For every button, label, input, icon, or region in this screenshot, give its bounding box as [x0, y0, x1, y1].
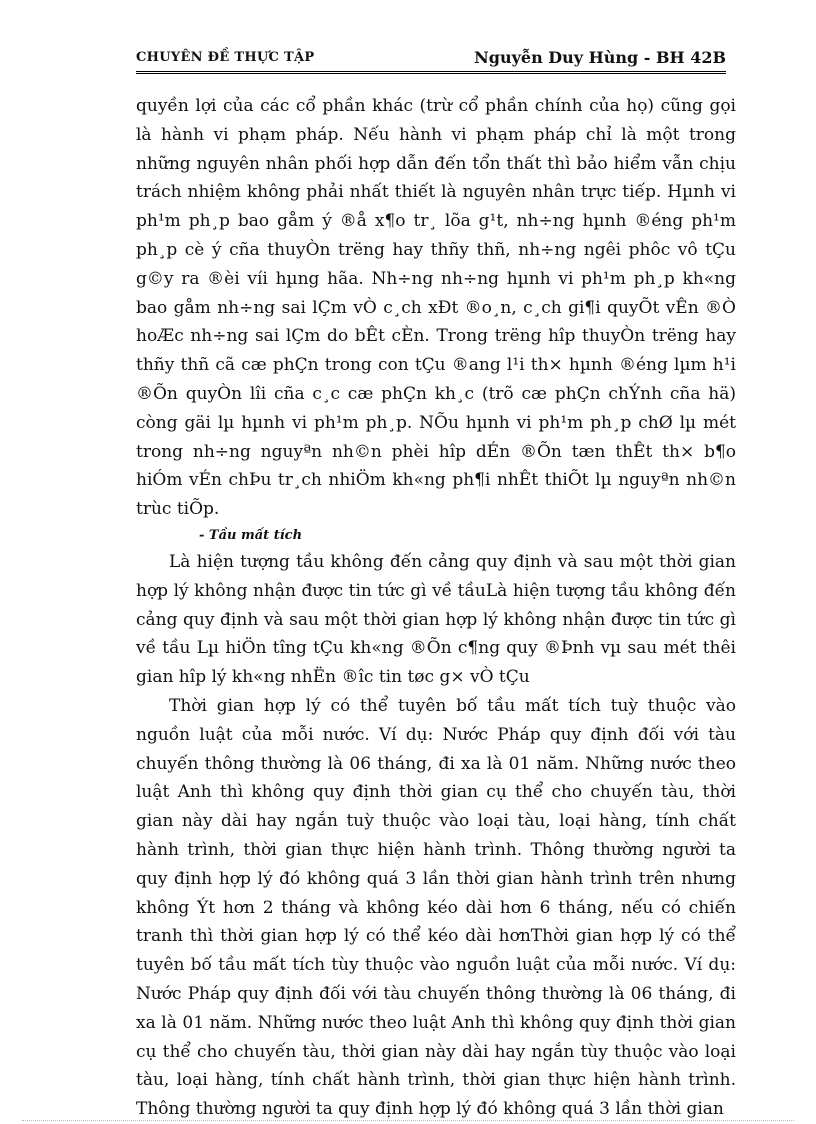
paragraph-missing-ship: Là hiện tượng tầu không đến cảng quy định và sau một thời gian hợp lý không nhận được tin tức gì về tầuLà hiện tượng tầu không đến cảng quy định và sau một thời gian hợp lý không nhận được tin tức gì về tầu Lµ hiÖn tîng tÇu kh«ng ®Õn c¶ng quy ®Þnh vµ sau mét thêi gian hîp lý kh«ng nhËn ®îc tin tøc g× vÒ tÇu — [136, 551, 736, 688]
paragraph-reasonable-time: Thời gian hợp lý có thể tuyên bố tầu mất tích tuỳ thuộc vào nguồn luật của mỗi nước. Ví dụ: Nước Pháp quy định đối với tàu chuyến thông thường là 06 tháng, đi xa là 01 năm. Những nước theo luật Anh thì không quy định thời gian cụ thể cho chuyến tàu, thời gian này dài hay ngắn tuỳ thuộc vào loại tàu, loại hàng, tính chất hành trình, thời gian thực hiện hành trình. Thông thường người ta quy định hợp lý đó không quá 3 lần thời gian hành trình trên nhưng không Ýt hơn 2 tháng và không kéo dài hơn 6 tháng, nếu có chiến tranh thì thời gian hợp lý có thể kéo dài hơnThời gian hợp lý có thể tuyên bố tầu mất tích tùy thuộc vào nguồn luật của mỗi nước. Ví dụ: Nước Pháp quy định đối với tàu chuyến thông thường là 06 tháng, đi xa là 01 năm. Những nước theo luật Anh thì không quy định thời gian cụ thể cho chuyến tàu, thời gian này dài hay ngắn tùy thuộc vào loại tàu, loại hàng, tính chất hành trình, thời gian thực hiện hành trình. Thông thường người ta quy định hợp lý đó không quá 3 lần thời gian — [136, 695, 736, 1120]
header-divider — [136, 71, 726, 74]
paragraph-illegal-acts: quyền lợi của các cổ phần khác (trừ cổ phần chính của họ) cũng gọi là hành vi phạm pháp. Nếu hành vi phạm pháp chỉ là một trong những nguyên nhân phối hợp dẫn đến tổn thất thì bảo hiểm vẫn chịu trách nhiệm không phải nhất thiết là nguyên nhân trực tiếp. Hµnh vi ph¹m ph¸p bao gåm ý ®å x¶o tr¸ lõa g¹t, nh÷ng hµnh ®éng ph¹m ph¸p cè ý cña thuyÒn trëng hay thñy thñ, nh÷ng ngêi phôc vô tÇu g©y ra ®èi víi hµng hãa. Nh÷ng nh÷ng hµnh vi ph¹m ph¸p kh«ng bao gåm nh÷ng sai lÇm vÒ c¸ch xÐt ®o¸n, c¸ch gi¶i quyÕt vÊn ®Ò hoÆc nh÷ng sai lÇm do bÊt cÈn. Trong trëng hîp thuyÒn trëng hay thñy thñ cã cæ phÇn trong con tÇu ®ang l¹i th× hµnh ®éng lµm h¹i ®Õn quyÒn lîi cña c¸c cæ phÇn kh¸c (trõ cæ phÇn chÝnh cña hä) còng gäi lµ hµnh vi ph¹m ph¸p. NÕu hµnh vi ph¹m ph¸p chØ lµ mét trong nh÷ng nguyªn nh©n phèi hîp dÉn ®Õn tæn thÊt th× b¶o hiÓm vÉn chÞu tr¸ch nhiÖm kh«ng ph¶i nhÊt thiÕt lµ nguyªn nh©n trùc tiÕp. — [136, 96, 736, 520]
footer-divider — [22, 1120, 794, 1121]
author-name: Nguyễn Duy Hùng - BH 42B — [474, 48, 726, 67]
section-subheading: - Tầu mất tích — [199, 527, 303, 543]
document-title: CHUYÊN ĐỀ THỰC TẬP — [136, 50, 315, 65]
page-header — [136, 50, 726, 72]
document-body — [136, 92, 736, 1124]
